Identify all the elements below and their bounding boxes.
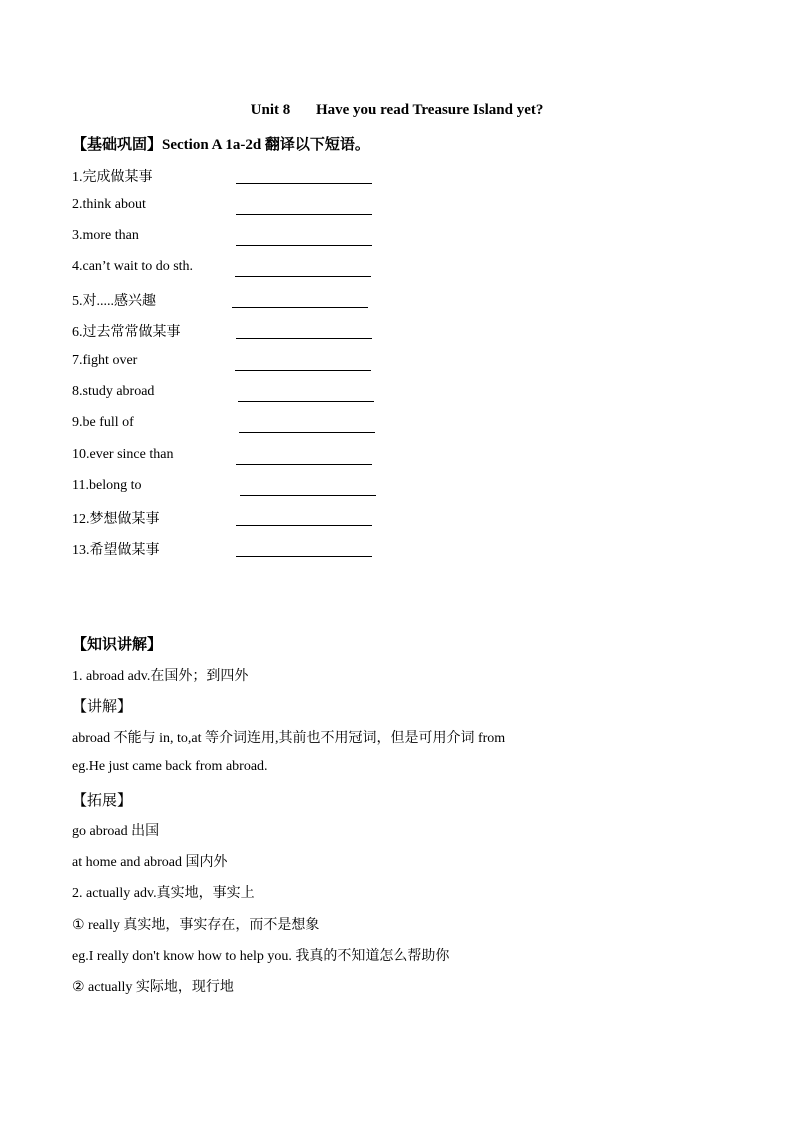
answer-blank[interactable] xyxy=(236,464,372,465)
answer-blank[interactable] xyxy=(235,276,371,277)
explain-text: abroad 不能与 in, to,at 等介词连用,其前也不用冠词，但是可用介词 from xyxy=(72,731,506,746)
knowledge-item-2: 2. actually adv.真实地，事实上 xyxy=(72,886,255,901)
answer-blank[interactable] xyxy=(236,525,372,526)
example-sentence-1: eg.He just came back from abroad. xyxy=(72,759,268,774)
phrase-text: 5.对.....感兴趣 xyxy=(72,294,156,309)
unit-title: Have you read Treasure Island yet? xyxy=(315,102,544,118)
expand-item-1: go abroad 出国 xyxy=(72,824,160,839)
phrase-item xyxy=(72,259,392,279)
phrase-text: 1.完成做某事 xyxy=(72,170,153,185)
phrase-item xyxy=(72,508,392,528)
phrase-text: 8.study abroad xyxy=(72,384,155,399)
phrase-text: 3.more than xyxy=(72,228,139,243)
phrase-text: 10.ever since than xyxy=(72,447,174,462)
expand-heading: 【拓展】 xyxy=(72,793,133,809)
sub-item-2: ② actually 实际地，现行地 xyxy=(72,980,234,995)
example-sentence-2: eg.I really don't know how to help you. 我真的不知道怎么帮助你 xyxy=(72,949,450,964)
phrase-item xyxy=(72,415,392,435)
answer-blank[interactable] xyxy=(232,307,368,308)
phrase-text: 4.can’t wait to do sth. xyxy=(72,259,194,274)
phrase-item xyxy=(72,384,392,404)
phrase-text: 6.过去常常做某事 xyxy=(72,325,181,340)
phrase-text: 13.希望做某事 xyxy=(72,543,160,558)
phrase-text: 12.梦想做某事 xyxy=(72,512,160,527)
answer-blank[interactable] xyxy=(239,432,375,433)
explain-heading: 【讲解】 xyxy=(72,699,133,715)
sub-item-1: ① really 真实地，事实存在，而不是想象 xyxy=(72,918,320,933)
answer-blank[interactable] xyxy=(240,495,376,496)
phrase-item xyxy=(72,447,392,467)
phrase-text: 2.think about xyxy=(72,197,146,212)
phrase-item xyxy=(72,539,392,559)
answer-blank[interactable] xyxy=(236,338,372,339)
phrase-item xyxy=(72,290,392,310)
phrase-item xyxy=(72,166,392,186)
answer-blank[interactable] xyxy=(236,214,372,215)
expand-item-2: at home and abroad 国内外 xyxy=(72,855,228,870)
phrase-item xyxy=(72,197,392,217)
phrase-text: 9.be full of xyxy=(72,415,134,430)
phrase-item xyxy=(72,478,392,498)
answer-blank[interactable] xyxy=(236,183,372,184)
knowledge-item-1: 1. abroad adv.在国外；到四外 xyxy=(72,669,249,684)
phrase-text: 11.belong to xyxy=(72,478,142,493)
answer-blank[interactable] xyxy=(236,245,372,246)
answer-blank[interactable] xyxy=(235,370,371,371)
answer-blank[interactable] xyxy=(236,556,372,557)
knowledge-heading: 【知识讲解】 xyxy=(72,637,163,653)
phrase-item xyxy=(72,228,392,248)
section-a-heading: 【基础巩固】Section A 1a-2d 翻译以下短语。 xyxy=(72,137,370,153)
page-title xyxy=(0,102,794,119)
answer-blank[interactable] xyxy=(238,401,374,402)
unit-label: Unit 8 xyxy=(250,102,291,118)
phrase-text: 7.fight over xyxy=(72,353,138,368)
phrase-item xyxy=(72,321,392,341)
phrase-item xyxy=(72,353,392,373)
